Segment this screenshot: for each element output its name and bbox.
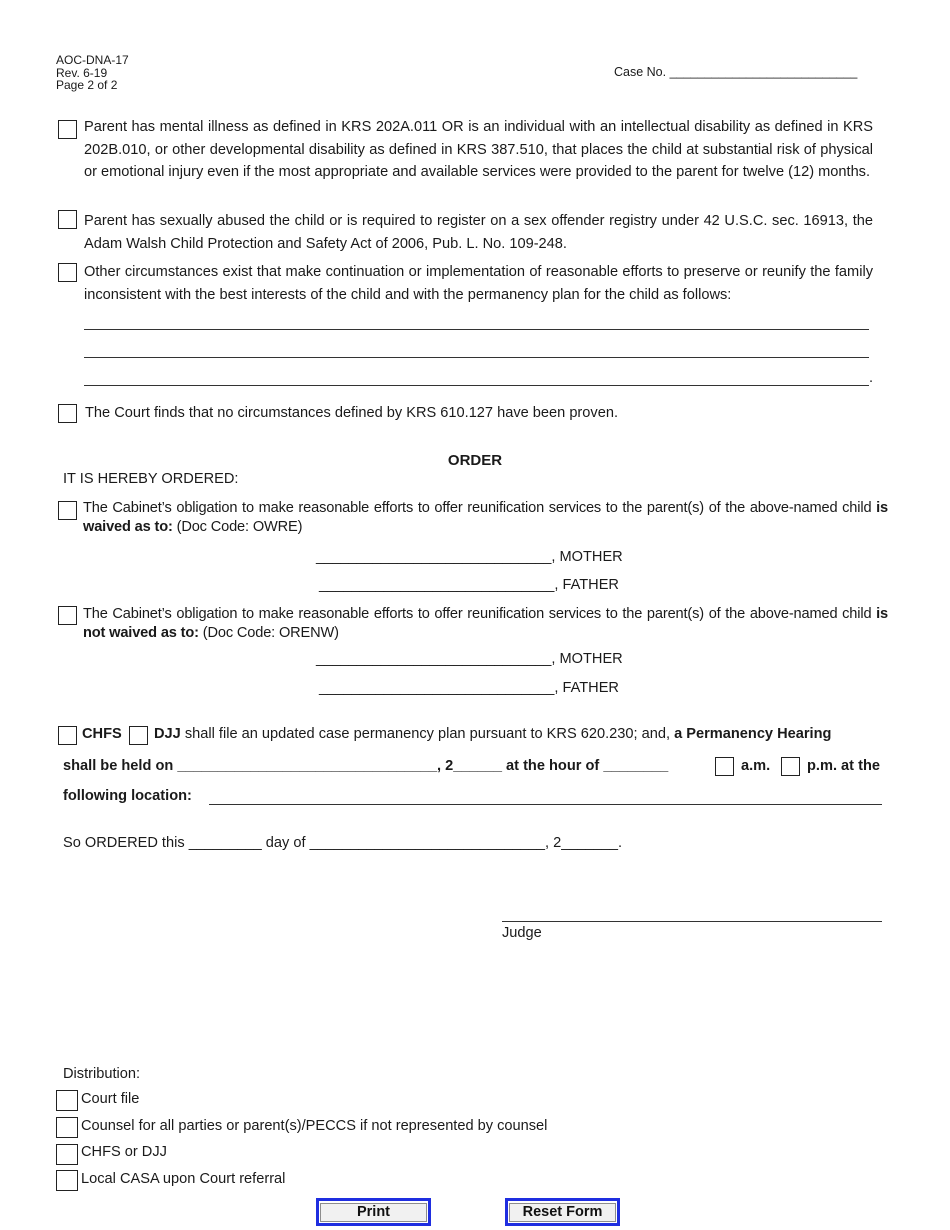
not-waived-text-main: The Cabinet’s obligation to make reasonable efforts to offer reunification services to the parent(s) of the above-named child [83, 606, 872, 622]
mental-illness-checkbox[interactable] [58, 120, 77, 139]
form-header [56, 54, 129, 92]
waived-bold: is waived as to: [83, 500, 888, 535]
other-circumstances-line-3[interactable] [84, 385, 869, 386]
waived-text [83, 499, 888, 537]
distribution-court-file-checkbox[interactable] [56, 1090, 78, 1111]
other-circumstances-line-2[interactable] [84, 357, 869, 358]
pm-checkbox[interactable] [781, 757, 800, 776]
other-circumstances-text: Other circumstances exist that make continuation or implementation of reasonable efforts to preserve or reunify the family inconsistent with the best interests of the child and with the permanency plan for the child as follows: [84, 264, 873, 303]
waived-text-main: The Cabinet’s obligation to make reasonable efforts to offer reunification services to the parent(s) of the above-named child [83, 500, 872, 516]
print-button-label: Print [320, 1203, 427, 1222]
judge-label: Judge [502, 925, 542, 941]
judge-signature-line[interactable] [502, 921, 882, 922]
chfs-label: CHFS [82, 726, 122, 742]
am-label: a.m. [741, 758, 771, 774]
no-circumstances-checkbox[interactable] [58, 404, 77, 423]
print-button[interactable] [316, 1198, 431, 1226]
distribution-item-counsel: Counsel for all parties or parent(s)/PECCS if not represented by counsel [81, 1118, 548, 1134]
hearing-date-time-fields[interactable]: shall be held on ________________________________, 2______ at the hour of ________ [63, 758, 669, 774]
sexual-abuse-checkbox[interactable] [58, 210, 77, 229]
not-waived-checkbox[interactable] [58, 606, 77, 625]
waived-checkbox[interactable] [58, 501, 77, 520]
location-label: following location: [63, 788, 192, 804]
chfs-checkbox[interactable] [58, 726, 77, 745]
plan-text: shall file an updated case permanency plan pursuant to KRS 620.230; and, [184, 726, 671, 742]
waived-doc-code: (Doc Code: OWRE) [176, 519, 303, 535]
distribution-counsel-checkbox[interactable] [56, 1117, 78, 1138]
djj-label: DJJ [154, 726, 181, 742]
distribution-item-chfs-djj: CHFS or DJJ [81, 1144, 167, 1160]
sexual-abuse-text: Parent has sexually abused the child or is required to register on a sex offender registry under 42 U.S.C. sec. 16913, the Adam Walsh Child Protection and Safety Act of 2006, Pub. L. No. 109-248. [84, 213, 873, 252]
not-waived-mother-field[interactable]: _____________________________, MOTHER [316, 651, 623, 667]
case-number-field[interactable]: Case No. ___________________________ [614, 65, 858, 79]
djj-checkbox[interactable] [129, 726, 148, 745]
distribution-chfs-djj-checkbox[interactable] [56, 1144, 78, 1165]
not-waived-doc-code: (Doc Code: ORENW) [202, 625, 339, 641]
not-waived-bold: is not waived as to: [83, 606, 888, 641]
permanency-hearing-bold: a Permanency Hearing [674, 726, 832, 742]
not-waived-text [83, 605, 888, 643]
order-title: ORDER [447, 452, 503, 469]
pm-label: p.m. at the [807, 758, 880, 774]
location-line[interactable] [209, 804, 882, 805]
distribution-item-casa: Local CASA upon Court referral [81, 1171, 286, 1187]
waived-father-field[interactable]: _____________________________, FATHER [319, 577, 619, 593]
page-number: Page 2 of 2 [56, 78, 118, 92]
line-end-period: . [869, 370, 874, 386]
waived-mother-field[interactable]: _____________________________, MOTHER [316, 549, 623, 565]
distribution-title: Distribution: [63, 1066, 141, 1082]
reset-form-button-label: Reset Form [509, 1203, 616, 1222]
no-circumstances-text: The Court finds that no circumstances defined by KRS 610.127 have been proven. [85, 405, 618, 421]
hereby-ordered: IT IS HEREBY ORDERED: [63, 471, 239, 487]
reset-form-button[interactable] [505, 1198, 620, 1226]
not-waived-father-field[interactable]: _____________________________, FATHER [319, 680, 619, 696]
distribution-item-court-file: Court file [81, 1091, 140, 1107]
form-id: AOC-DNA-17 [56, 53, 129, 67]
other-circumstances-checkbox[interactable] [58, 263, 77, 282]
distribution-casa-checkbox[interactable] [56, 1170, 78, 1191]
permanency-plan-text [154, 726, 887, 742]
other-circumstances-line-1[interactable] [84, 329, 869, 330]
am-checkbox[interactable] [715, 757, 734, 776]
form-revision: Rev. 6-19 [56, 65, 108, 80]
mental-illness-text: Parent has mental illness as defined in KRS 202A.011 OR is an individual with an intellectual disability as defined in KRS 202B.010, or other developmental disability as defined in KRS 387.510, that places the child at substantial risk of physical or emotional injury even if the most appropriate and available services were provided to the parent for twelve (12) months. [84, 119, 873, 180]
so-ordered-line[interactable]: So ORDERED this _________ day of _____________________________, 2_______. [63, 835, 623, 851]
